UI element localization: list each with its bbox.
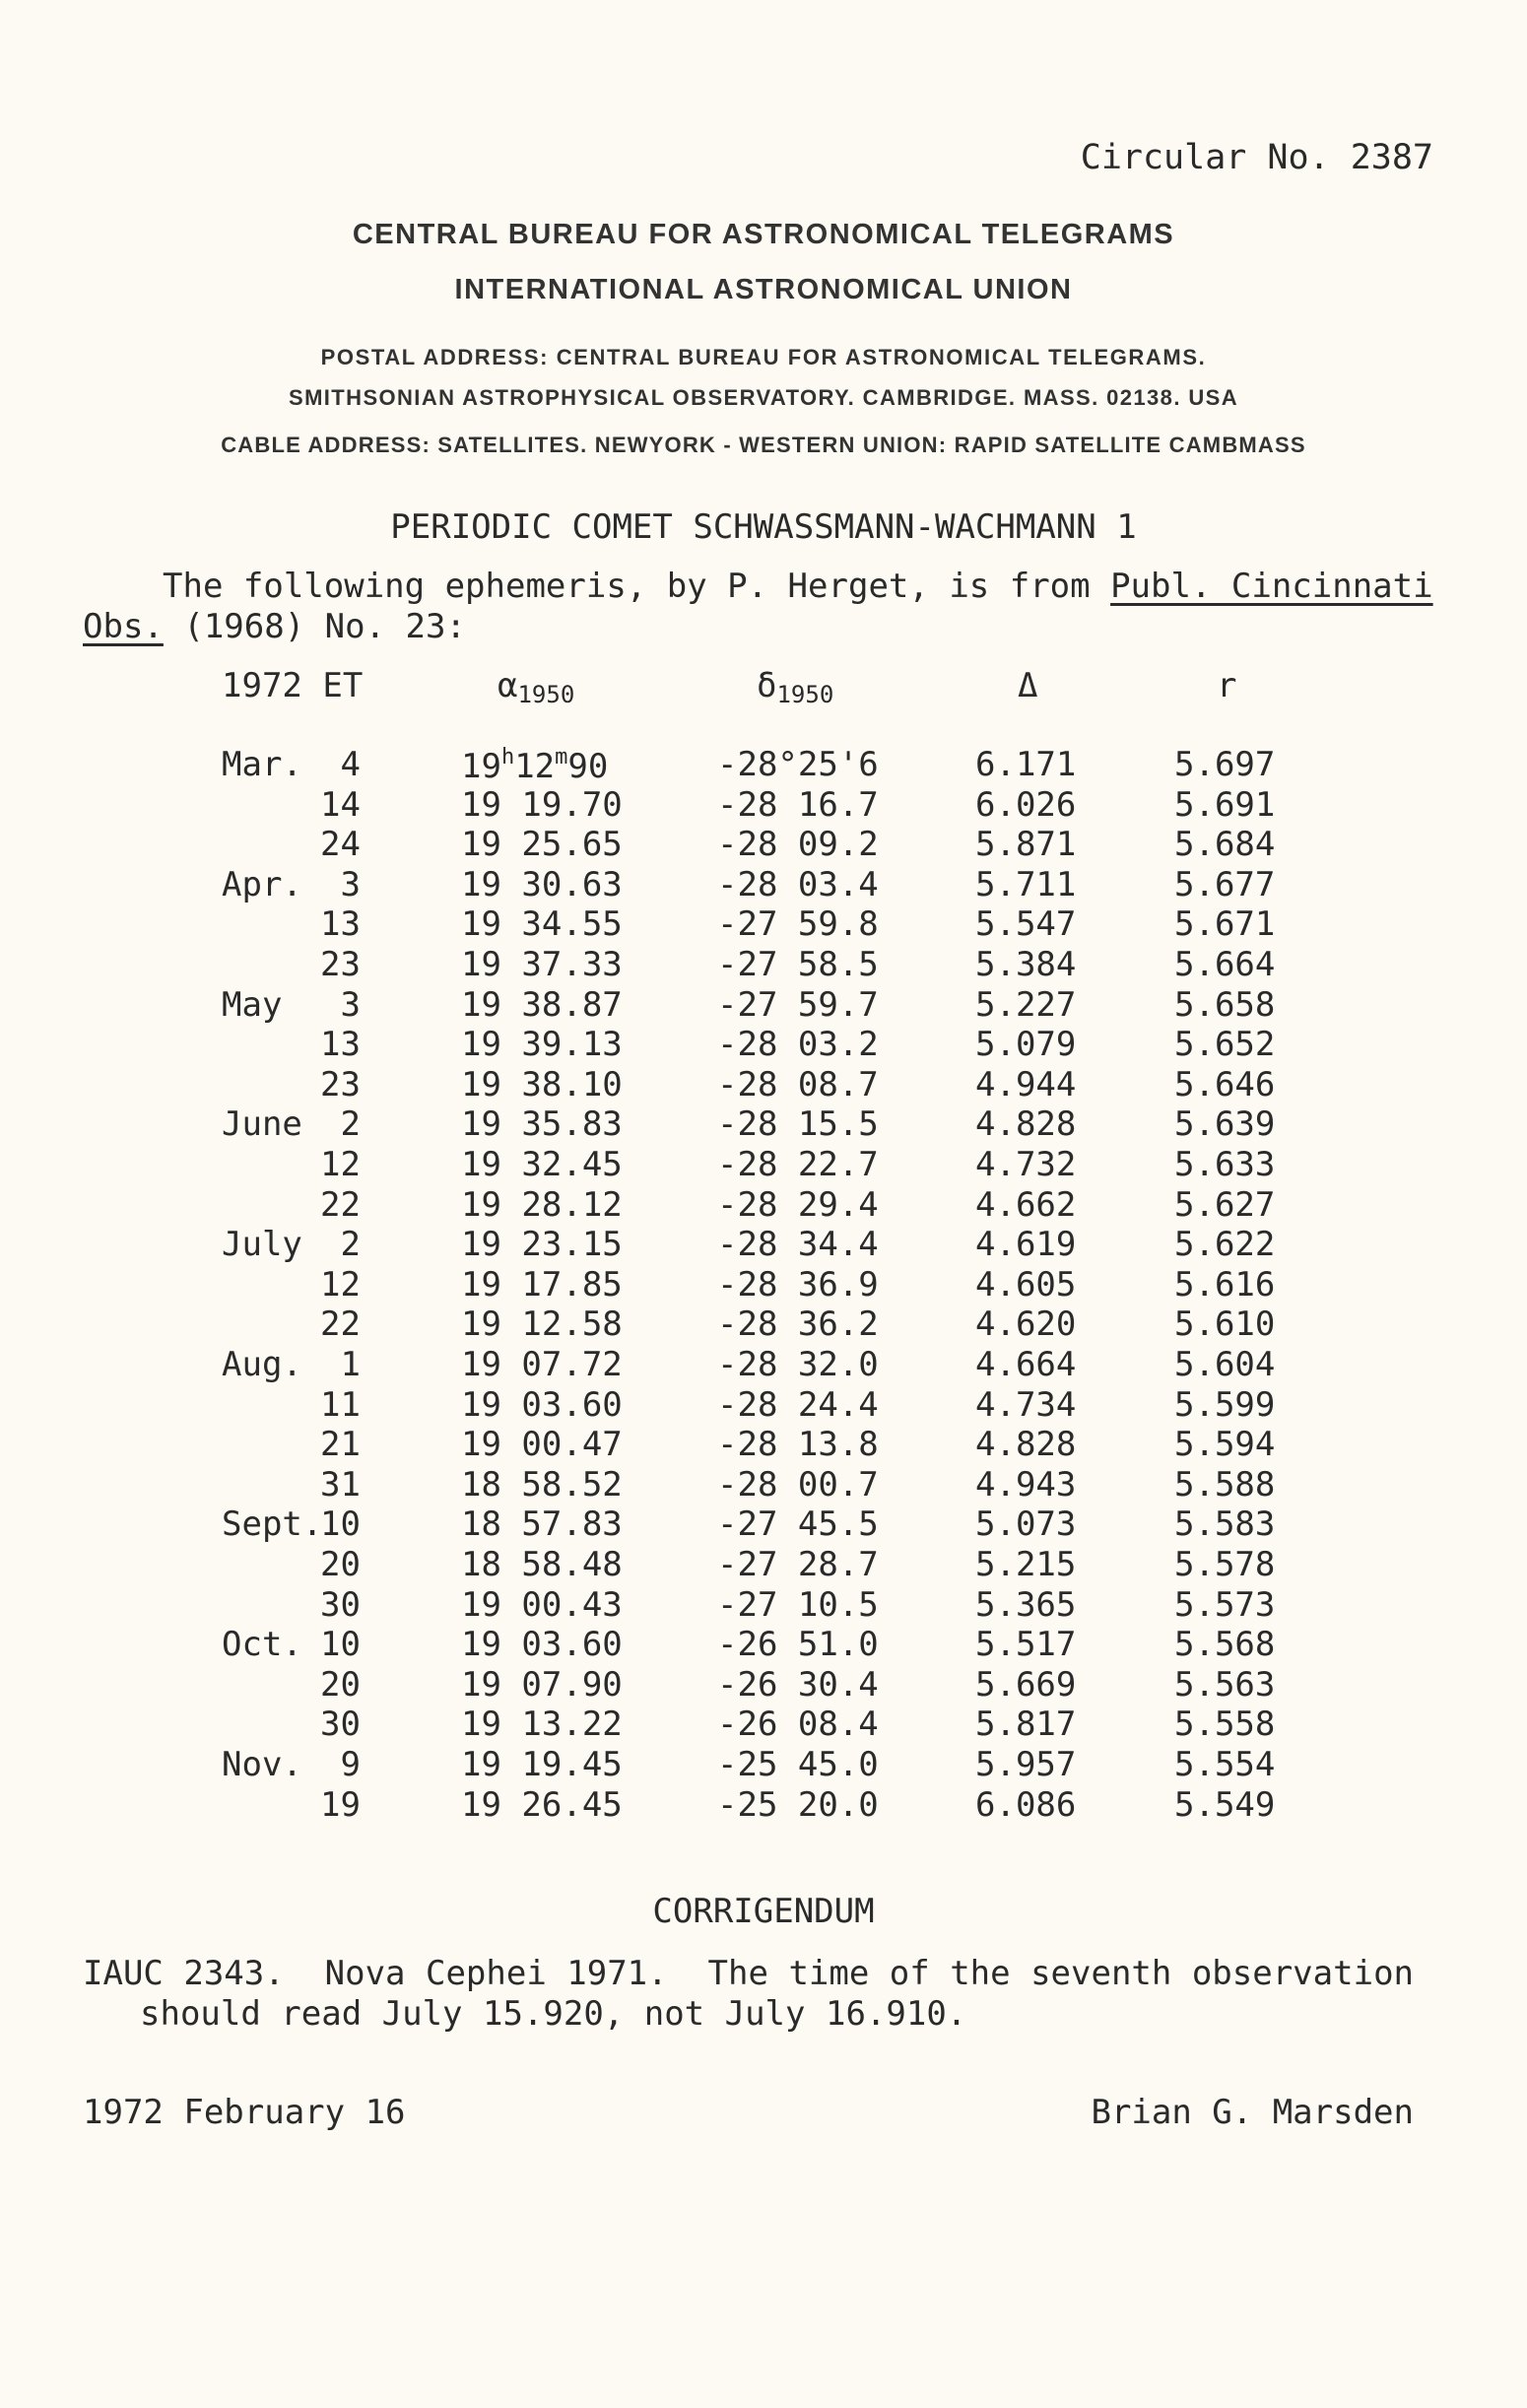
ra-hours: 19: [461, 747, 501, 786]
delta-cell: 5.384: [975, 945, 1077, 984]
dec-symbol: δ: [757, 666, 777, 705]
delta-cell: 5.227: [975, 984, 1077, 1025]
dec-cell: -28 13.8: [717, 1425, 879, 1465]
r-cell: 5.583: [1174, 1505, 1276, 1545]
dec-cell: -28 00.7: [717, 1464, 879, 1505]
day-cell: 21: [320, 1425, 361, 1465]
ra-cell: 19 03.60: [461, 1384, 623, 1425]
ra-cell: 19 39.13: [461, 1025, 623, 1065]
r-cell: 5.563: [1174, 1664, 1276, 1705]
day-cell: 9: [340, 1745, 361, 1784]
month-cell: Apr.: [222, 864, 302, 904]
dec-cell: -26 30.4: [717, 1664, 879, 1705]
ra-cell: 19 38.10: [461, 1064, 623, 1104]
postal-address-line-2: SMITHSONIAN ASTROPHYSICAL OBSERVATORY. CAMBRIDGE. MASS. 02138. USA: [289, 385, 1238, 410]
day-cell: 1: [340, 1345, 361, 1384]
table-row: [0, 1585, 1527, 1626]
ra-cell: 19 07.72: [461, 1345, 623, 1384]
table-row: [0, 945, 1527, 985]
day-cell: 13: [320, 904, 361, 945]
month-cell: June: [222, 1104, 302, 1145]
ra-cell: 19 00.47: [461, 1425, 623, 1465]
month-cell: Nov.: [222, 1745, 302, 1784]
table-row: [0, 785, 1527, 826]
day-cell: 20: [320, 1545, 361, 1584]
day-cell: 3: [340, 864, 361, 904]
day-cell: 10: [320, 1625, 361, 1665]
intro-text: The following ephemeris, by P. Herget, is from: [163, 567, 1111, 606]
publication-name: Publ. Cincinnati: [1110, 567, 1433, 606]
circular-number: Circular No. 2387: [1080, 138, 1433, 177]
delta-cell: 4.605: [975, 1264, 1077, 1304]
ra-cell: 19 07.90: [461, 1664, 623, 1705]
r-cell: 5.599: [1174, 1384, 1276, 1425]
dec-cell: -28 34.4: [717, 1225, 879, 1265]
day-cell: 10: [320, 1505, 361, 1545]
dec-epoch: 1950: [776, 681, 834, 708]
delta-cell: 5.711: [975, 864, 1077, 904]
delta-cell: 4.734: [975, 1384, 1077, 1425]
table-row: [0, 1665, 1527, 1706]
ra-cell: 18 58.52: [461, 1464, 623, 1505]
org-name: CENTRAL BUREAU FOR ASTRONOMICAL TELEGRAMS: [352, 219, 1175, 250]
ra-cell: 19 34.55: [461, 904, 623, 945]
day-cell: 24: [320, 825, 361, 865]
day-cell: 19: [320, 1784, 361, 1825]
org-union: INTERNATIONAL ASTRONOMICAL UNION: [454, 274, 1073, 305]
table-row: [0, 1104, 1527, 1145]
table-row: [0, 1505, 1527, 1545]
delta-cell: 5.215: [975, 1545, 1077, 1584]
delta-cell: 5.365: [975, 1584, 1077, 1625]
ra-cell: 19 03.60: [461, 1625, 623, 1665]
table-row: [0, 825, 1527, 865]
delta-cell: 4.619: [975, 1225, 1077, 1265]
dec-cell: -28 03.2: [717, 1025, 879, 1065]
delta-cell: 4.943: [975, 1464, 1077, 1505]
dec-value: -28°25'6: [717, 745, 879, 784]
dec-cell: -25 20.0: [717, 1784, 879, 1825]
dec-cell: -27 59.7: [717, 984, 879, 1025]
r-cell: 5.633: [1174, 1145, 1276, 1184]
dec-cell: -27 45.5: [717, 1505, 879, 1545]
hours-mark: h: [500, 745, 515, 769]
ra-cell: 19 17.85: [461, 1264, 623, 1304]
ra-cell: 19 26.45: [461, 1784, 623, 1825]
r-cell: 5.622: [1174, 1225, 1276, 1265]
corrigendum-line-1: IAUC 2343. Nova Cephei 1971. The time of the seventh observation: [83, 1954, 1415, 1993]
dec-cell: -28 15.5: [717, 1104, 879, 1145]
day-cell: 23: [320, 1064, 361, 1104]
r-cell: 5.610: [1174, 1304, 1276, 1345]
intro-line-2: [83, 607, 466, 646]
day-cell: 2: [340, 1104, 361, 1145]
delta-cell: 4.662: [975, 1184, 1077, 1225]
day-cell: 31: [320, 1464, 361, 1505]
delta-cell: 5.957: [975, 1745, 1077, 1784]
ra-cell: 18 58.48: [461, 1545, 623, 1584]
r-cell: 5.568: [1174, 1625, 1276, 1665]
col-header-date: 1972 ET: [222, 666, 364, 705]
dec-cell: [717, 745, 879, 784]
dec-cell: -28 36.2: [717, 1304, 879, 1345]
r-cell: 5.691: [1174, 784, 1276, 825]
cable-address: CABLE ADDRESS: SATELLITES. NEWYORK - WESTERN UNION: RAPID SATELLITE CAMBMASS: [221, 433, 1306, 457]
postal-address-line-1: POSTAL ADDRESS: CENTRAL BUREAU FOR ASTRONOMICAL TELEGRAMS.: [320, 345, 1207, 369]
r-cell: 5.677: [1174, 864, 1276, 904]
col-header-delta: Δ: [1018, 666, 1038, 705]
dec-cell: -28 09.2: [717, 825, 879, 865]
col-header-ra: [498, 666, 574, 708]
table-row: [0, 745, 1527, 785]
month-cell: Aug.: [222, 1345, 302, 1384]
ra-cell: 19 28.12: [461, 1184, 623, 1225]
table-row: [0, 1304, 1527, 1345]
delta-cell: 6.171: [975, 745, 1077, 784]
r-cell: 5.652: [1174, 1025, 1276, 1065]
day-cell: 22: [320, 1184, 361, 1225]
month-cell: May: [222, 984, 283, 1025]
r-cell: 5.646: [1174, 1064, 1276, 1104]
delta-cell: 4.664: [975, 1345, 1077, 1384]
month-cell: July: [222, 1225, 302, 1265]
dec-cell: -26 51.0: [717, 1625, 879, 1665]
r-cell: 5.658: [1174, 984, 1276, 1025]
ra-cell: 18 57.83: [461, 1505, 623, 1545]
ra-symbol: α: [498, 666, 518, 705]
r-cell: 5.578: [1174, 1545, 1276, 1584]
month-cell: Oct.: [222, 1625, 302, 1665]
ra-cell: 19 32.45: [461, 1145, 623, 1184]
r-cell: 5.604: [1174, 1345, 1276, 1384]
day-cell: 11: [320, 1384, 361, 1425]
ra-cell: 19 30.63: [461, 864, 623, 904]
month-cell: Sept.: [222, 1505, 323, 1545]
intro-rest: (1968) No. 23:: [163, 607, 466, 646]
corrigendum-line-2: should read July 15.920, not July 16.910.: [140, 1994, 967, 2034]
ra-cell: 19 35.83: [461, 1104, 623, 1145]
col-header-r: r: [1217, 666, 1237, 705]
ra-epoch: 1950: [517, 681, 575, 708]
table-row: [0, 904, 1527, 945]
table-row: [0, 1425, 1527, 1465]
table-row: [0, 1265, 1527, 1305]
delta-cell: 5.517: [975, 1625, 1077, 1665]
r-cell: 5.671: [1174, 904, 1276, 945]
ra-fraction: 90: [567, 747, 609, 786]
ra-cell: 19 25.65: [461, 825, 623, 865]
delta-cell: 4.620: [975, 1304, 1077, 1345]
day-cell: 12: [320, 1264, 361, 1304]
table-row: [0, 1465, 1527, 1505]
r-cell: 5.594: [1174, 1425, 1276, 1465]
table-row: [0, 1705, 1527, 1745]
table-row: [0, 1345, 1527, 1385]
r-cell: 5.554: [1174, 1745, 1276, 1784]
ra-cell: 19 38.87: [461, 984, 623, 1025]
ra-cell: 19 37.33: [461, 945, 623, 984]
delta-cell: 4.732: [975, 1145, 1077, 1184]
delta-cell: 4.944: [975, 1064, 1077, 1104]
dec-cell: -27 10.5: [717, 1584, 879, 1625]
delta-cell: 5.079: [975, 1025, 1077, 1065]
r-cell: 5.549: [1174, 1784, 1276, 1825]
dec-cell: -28 03.4: [717, 864, 879, 904]
day-cell: 30: [320, 1584, 361, 1625]
issue-date: 1972 February 16: [83, 2093, 406, 2132]
dec-cell: -28 22.7: [717, 1145, 879, 1184]
delta-cell: 6.026: [975, 784, 1077, 825]
r-cell: 5.697: [1174, 745, 1276, 784]
intro-line-1: [163, 567, 1433, 606]
day-cell: 4: [340, 745, 361, 784]
ra-cell: [461, 745, 608, 786]
dec-cell: -28 36.9: [717, 1264, 879, 1304]
delta-cell: 5.073: [975, 1505, 1077, 1545]
table-row: [0, 1745, 1527, 1785]
r-cell: 5.573: [1174, 1584, 1276, 1625]
day-cell: 3: [340, 984, 361, 1025]
table-row: [0, 1185, 1527, 1226]
delta-cell: 5.817: [975, 1705, 1077, 1745]
day-cell: 14: [320, 784, 361, 825]
table-row: [0, 1385, 1527, 1426]
ra-cell: 19 19.45: [461, 1745, 623, 1784]
day-cell: 23: [320, 945, 361, 984]
table-row: [0, 1145, 1527, 1185]
delta-cell: 4.828: [975, 1104, 1077, 1145]
delta-cell: 6.086: [975, 1784, 1077, 1825]
r-cell: 5.627: [1174, 1184, 1276, 1225]
month-cell: Mar.: [222, 745, 302, 784]
table-row: [0, 1625, 1527, 1665]
dec-cell: -28 24.4: [717, 1384, 879, 1425]
ra-minutes: 12: [514, 747, 556, 786]
day-cell: 12: [320, 1145, 361, 1184]
dec-cell: -27 58.5: [717, 945, 879, 984]
corrigendum-title: CORRIGENDUM: [652, 1892, 875, 1931]
table-row: [0, 865, 1527, 905]
delta-cell: 4.828: [975, 1425, 1077, 1465]
day-cell: 22: [320, 1304, 361, 1345]
dec-cell: -28 32.0: [717, 1345, 879, 1384]
delta-cell: 5.547: [975, 904, 1077, 945]
r-cell: 5.664: [1174, 945, 1276, 984]
minutes-mark: m: [555, 745, 568, 769]
r-cell: 5.588: [1174, 1464, 1276, 1505]
dec-cell: -28 16.7: [717, 784, 879, 825]
publication-obs: Obs.: [83, 607, 164, 646]
article-title: PERIODIC COMET SCHWASSMANN-WACHMANN 1: [390, 507, 1137, 547]
r-cell: 5.616: [1174, 1264, 1276, 1304]
dec-cell: -28 08.7: [717, 1064, 879, 1104]
table-row: [0, 1225, 1527, 1265]
delta-cell: 5.669: [975, 1664, 1077, 1705]
ra-cell: 19 12.58: [461, 1304, 623, 1345]
r-cell: 5.639: [1174, 1104, 1276, 1145]
day-cell: 13: [320, 1025, 361, 1065]
dec-cell: -27 28.7: [717, 1545, 879, 1584]
delta-cell: 5.871: [975, 825, 1077, 865]
signature: Brian G. Marsden: [1091, 2093, 1414, 2132]
day-cell: 2: [340, 1225, 361, 1265]
table-row: [0, 985, 1527, 1026]
day-cell: 30: [320, 1705, 361, 1745]
ra-cell: 19 00.43: [461, 1584, 623, 1625]
dec-cell: -27 59.8: [717, 904, 879, 945]
r-cell: 5.684: [1174, 825, 1276, 865]
dec-cell: -26 08.4: [717, 1705, 879, 1745]
table-row: [0, 1785, 1527, 1826]
ra-cell: 19 13.22: [461, 1705, 623, 1745]
r-cell: 5.558: [1174, 1705, 1276, 1745]
table-row: [0, 1545, 1527, 1585]
ra-cell: 19 19.70: [461, 784, 623, 825]
table-row: [0, 1025, 1527, 1065]
day-cell: 20: [320, 1664, 361, 1705]
table-row: [0, 1065, 1527, 1105]
dec-cell: -25 45.0: [717, 1745, 879, 1784]
ra-cell: 19 23.15: [461, 1225, 623, 1265]
dec-cell: -28 29.4: [717, 1184, 879, 1225]
col-header-dec: [757, 666, 833, 708]
